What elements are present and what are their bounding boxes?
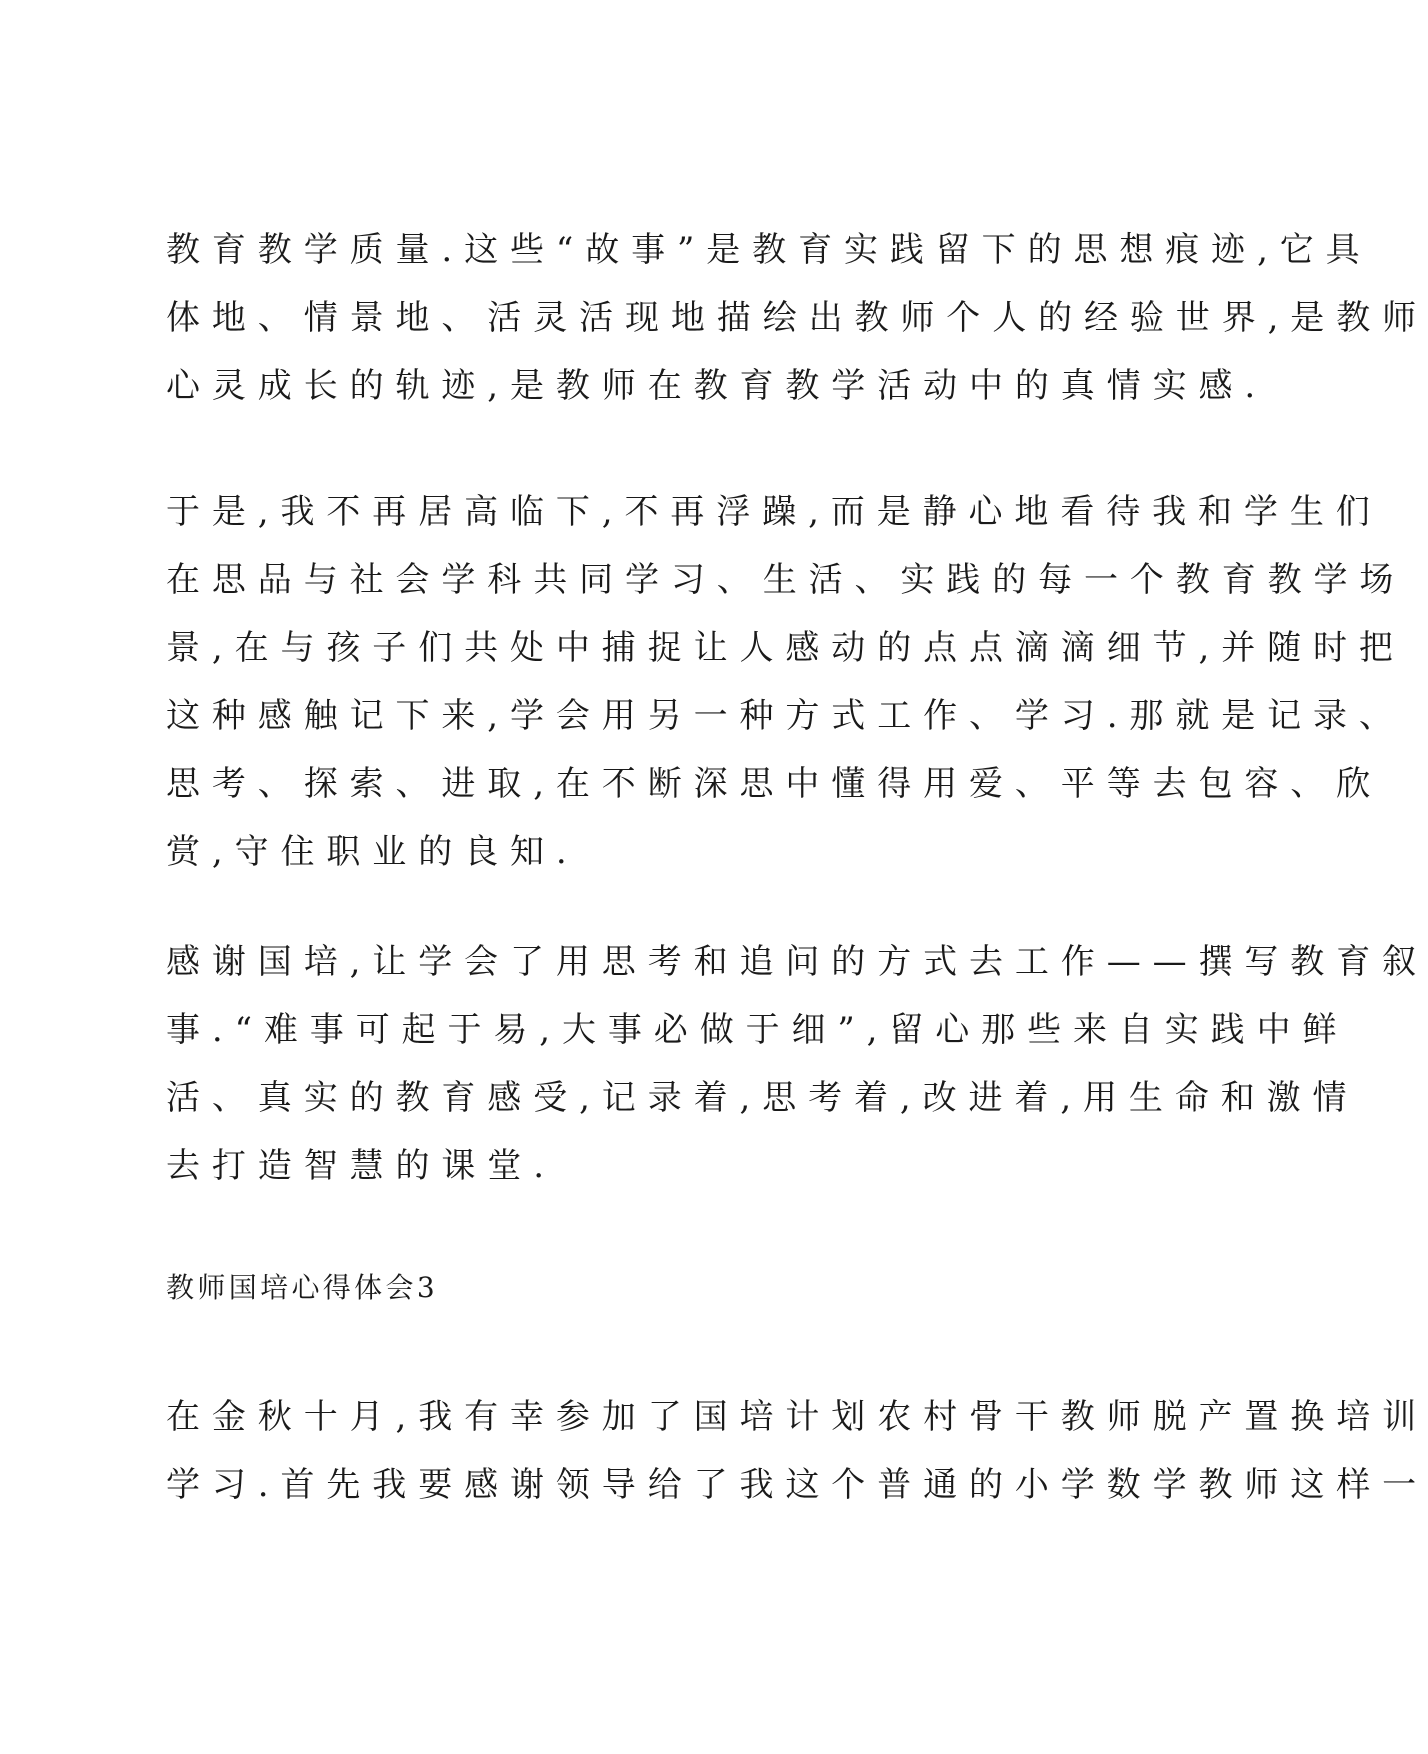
paragraph-line: 教育教学质量.这些“故事”是教育实践留下的思想痕迹,它具 <box>166 230 1372 270</box>
paragraph-line: 去打造智慧的课堂. <box>166 1146 556 1186</box>
paragraph-line: 这种感触记下来,学会用另一种方式工作、学习.那就是记录、 <box>166 696 1405 736</box>
section-heading-text: 教师国培心得体会3 <box>166 1271 439 1304</box>
paragraph-line: 活、真实的教育感受,记录着,思考着,改进着,用生命和激情 <box>166 1078 1359 1118</box>
paragraph-4 <box>166 1383 1428 1519</box>
paragraph-line: 在思品与社会学科共同学习、生活、实践的每一个教育教学场 <box>166 560 1406 600</box>
paragraph-line: 于是,我不再居高临下,不再浮躁,而是静心地看待我和学生们 <box>166 492 1382 532</box>
paragraph-1 <box>166 216 1428 420</box>
paragraph-line: 在金秋十月,我有幸参加了国培计划农村骨干教师脱产置换培训 <box>166 1397 1428 1437</box>
paragraph-2 <box>166 478 1406 886</box>
paragraph-line: 事.“难事可起于易,大事必做于细”,留心那些来自实践中鲜 <box>166 1010 1349 1050</box>
paragraph-line: 体地、情景地、活灵活现地描绘出教师个人的经验世界,是教师 <box>166 298 1428 338</box>
paragraph-line: 思考、探索、进取,在不断深思中懂得用爱、平等去包容、欣 <box>166 764 1383 804</box>
paragraph-line: 感谢国培,让学会了用思考和追问的方式去工作——撰写教育叙 <box>166 942 1428 982</box>
paragraph-line: 赏,守住职业的良知. <box>166 832 579 872</box>
paragraph-line: 景,在与孩子们共处中捕捉让人感动的点点滴滴细节,并随时把 <box>166 628 1405 668</box>
section-heading <box>166 1258 1096 1318</box>
paragraph-3 <box>166 928 1428 1200</box>
paragraph-line: 学习.首先我要感谢领导给了我这个普通的小学数学教师这样一 <box>166 1465 1428 1505</box>
paragraph-line: 心灵成长的轨迹,是教师在教育教学活动中的真情实感. <box>166 366 1268 406</box>
